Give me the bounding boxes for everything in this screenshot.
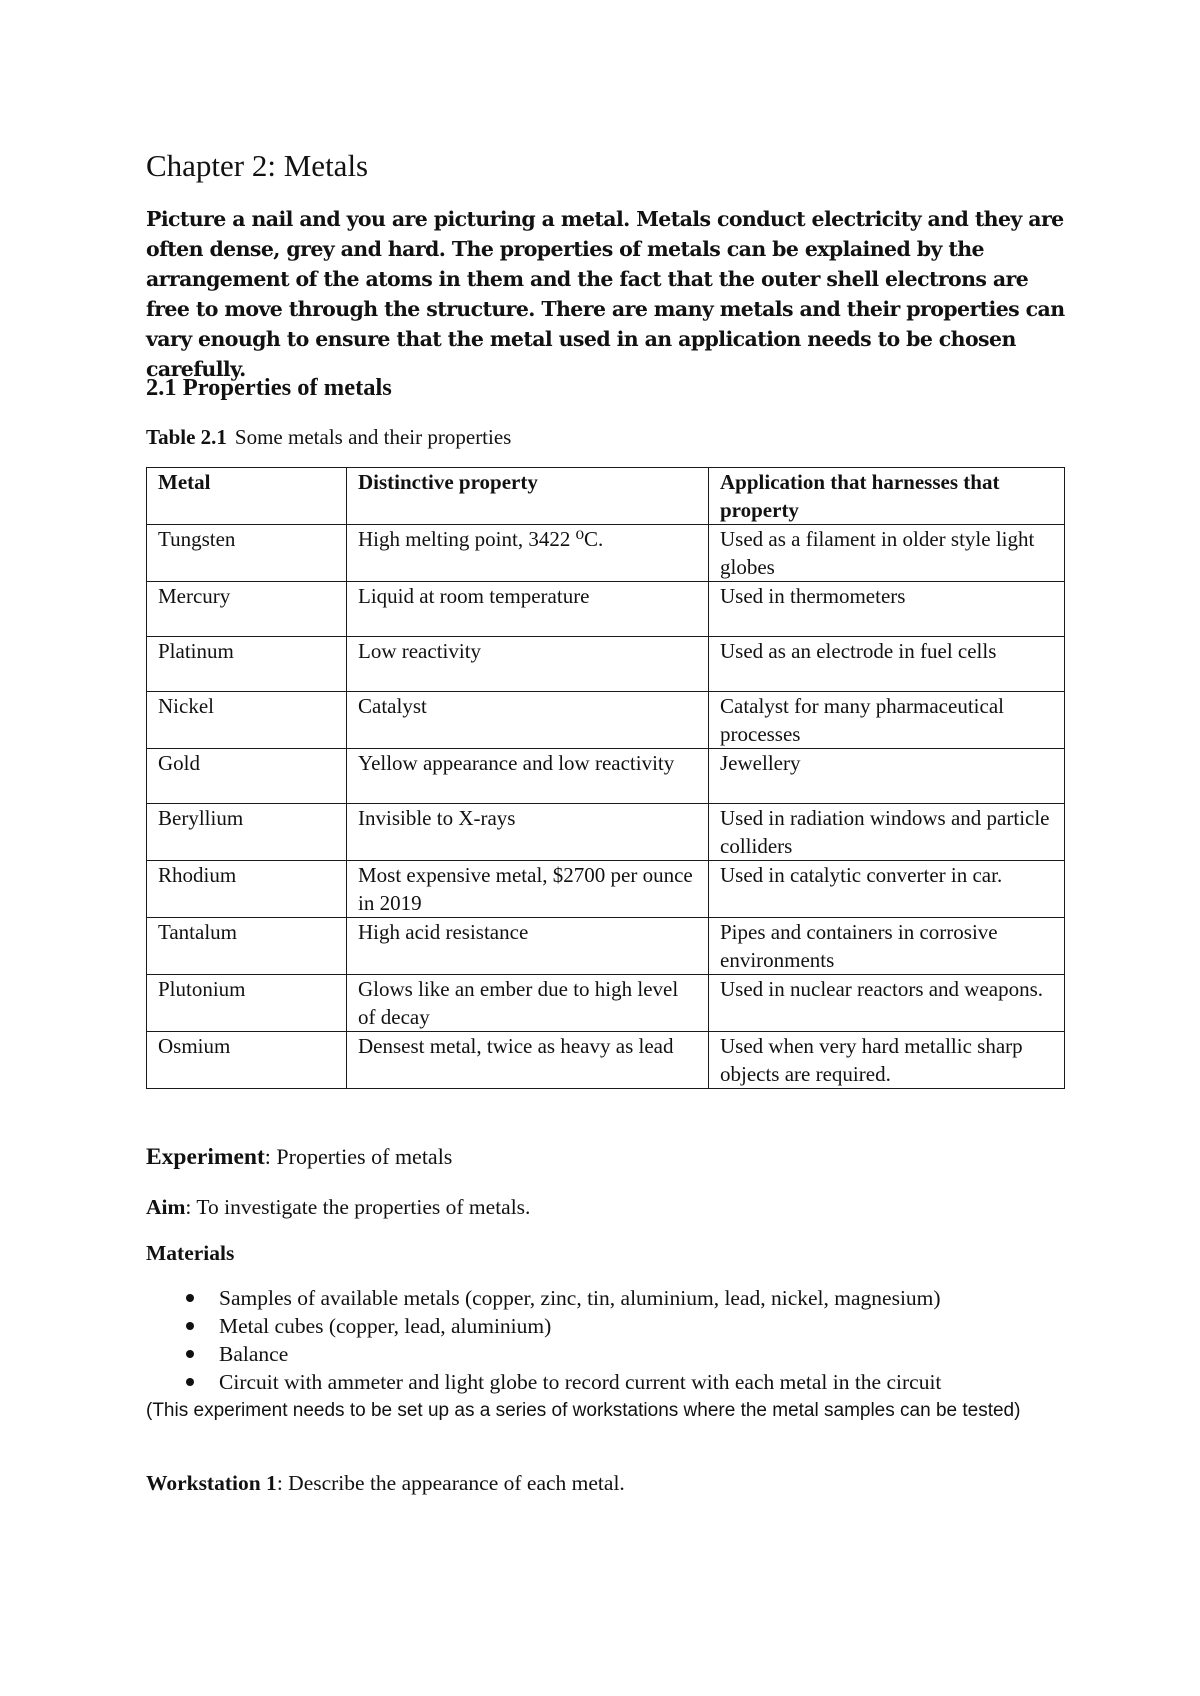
- table-row: [147, 918, 1065, 975]
- table-caption-label: Table 2.1: [146, 425, 227, 449]
- header-metal: Metal: [147, 468, 347, 525]
- workstation-text: : Describe the appearance of each metal.: [276, 1471, 625, 1495]
- header-application: Application that harnesses that property: [709, 468, 1065, 525]
- experiment-text: : Properties of metals: [264, 1144, 453, 1169]
- table-caption-text: Some metals and their properties: [234, 425, 512, 449]
- workstation-label: Workstation 1: [146, 1471, 277, 1495]
- table-cell: Plutonium: [147, 975, 347, 1032]
- table-cell: Glows like an ember due to high level of decay: [347, 975, 709, 1032]
- table-cell: Nickel: [147, 692, 347, 749]
- table-row: [147, 525, 1065, 582]
- workstation-line: [146, 1468, 625, 1498]
- experiment-label: Experiment: [146, 1144, 265, 1170]
- table-header-row: [147, 468, 1065, 525]
- aim-label: Aim: [146, 1195, 186, 1219]
- materials-list: [146, 1284, 941, 1396]
- table-row: [147, 804, 1065, 861]
- table-row: [147, 975, 1065, 1032]
- table-cell: Used in radiation windows and particle colliders: [709, 804, 1065, 861]
- table-cell: Beryllium: [147, 804, 347, 861]
- header-property: Distinctive property: [347, 468, 709, 525]
- table-row: [147, 637, 1065, 692]
- table-cell: Yellow appearance and low reactivity: [347, 749, 709, 804]
- table-row: [147, 749, 1065, 804]
- table-cell: Catalyst: [347, 692, 709, 749]
- table-cell: High melting point, 3422 ⁰C.: [347, 525, 709, 582]
- table-cell: Catalyst for many pharmaceutical processes: [709, 692, 1065, 749]
- chapter-title: Chapter 2: Metals: [146, 148, 369, 183]
- table-cell: Used as an electrode in fuel cells: [709, 637, 1065, 692]
- table-cell: Densest metal, twice as heavy as lead: [347, 1032, 709, 1089]
- table-cell: Mercury: [147, 582, 347, 637]
- table-cell: Gold: [147, 749, 347, 804]
- table-cell: High acid resistance: [347, 918, 709, 975]
- list-item: [146, 1340, 941, 1368]
- bullet-icon: [186, 1294, 194, 1302]
- aim-text: : To investigate the properties of metals.: [185, 1195, 531, 1219]
- list-item: [146, 1368, 941, 1396]
- table-cell: Used when very hard metallic sharp objects are required.: [709, 1032, 1065, 1089]
- table-cell: Most expensive metal, $2700 per ounce in 2019: [347, 861, 709, 918]
- bullet-icon: [186, 1350, 194, 1358]
- table-cell: Osmium: [147, 1032, 347, 1089]
- table-cell: Low reactivity: [347, 637, 709, 692]
- table-cell: Used as a filament in older style light globes: [709, 525, 1065, 582]
- section-heading: 2.1 Properties of metals: [146, 374, 392, 401]
- table-cell: Platinum: [147, 637, 347, 692]
- table-cell: Invisible to X-rays: [347, 804, 709, 861]
- materials-heading: Materials: [146, 1241, 235, 1265]
- table-cell: Rhodium: [147, 861, 347, 918]
- list-item-text: Samples of available metals (copper, zinc, tin, aluminium, lead, nickel, magnesium): [219, 1286, 941, 1310]
- table-cell: Used in nuclear reactors and weapons.: [709, 975, 1065, 1032]
- list-item: [146, 1312, 941, 1340]
- table-cell: Liquid at room temperature: [347, 582, 709, 637]
- table-caption: [146, 422, 511, 452]
- table-cell: Jewellery: [709, 749, 1065, 804]
- bullet-icon: [186, 1378, 194, 1386]
- workstation-note: (This experiment needs to be set up as a series of workstations where the metal samples can be tested): [146, 1400, 1021, 1421]
- bullet-icon: [186, 1322, 194, 1330]
- list-item-text: Metal cubes (copper, lead, aluminium): [219, 1314, 552, 1338]
- table-cell: Tantalum: [147, 918, 347, 975]
- table-row: [147, 692, 1065, 749]
- list-item-text: Balance: [219, 1342, 289, 1366]
- table-row: [147, 861, 1065, 918]
- list-item: [146, 1284, 941, 1312]
- table-cell: Used in thermometers: [709, 582, 1065, 637]
- table-cell: Tungsten: [147, 525, 347, 582]
- table-row: [147, 1032, 1065, 1089]
- table-cell: Pipes and containers in corrosive environments: [709, 918, 1065, 975]
- metals-table: [146, 467, 1065, 1089]
- aim-line: [146, 1192, 530, 1222]
- table-cell: Used in catalytic converter in car.: [709, 861, 1065, 918]
- table-row: [147, 582, 1065, 637]
- list-item-text: Circuit with ammeter and light globe to record current with each metal in the circuit: [219, 1370, 942, 1394]
- experiment-line: [146, 1141, 452, 1173]
- intro-paragraph: Picture a nail and you are picturing a metal. Metals conduct electricity and they are often dense, grey and hard. The properties of metals can be explained by the arrangement of the atoms in them and the fact that the outer shell electrons are free to move through the structure. There are many metals and their properties can vary enough to ensure that the metal used in an application needs to be chosen carefully.: [146, 207, 1065, 381]
